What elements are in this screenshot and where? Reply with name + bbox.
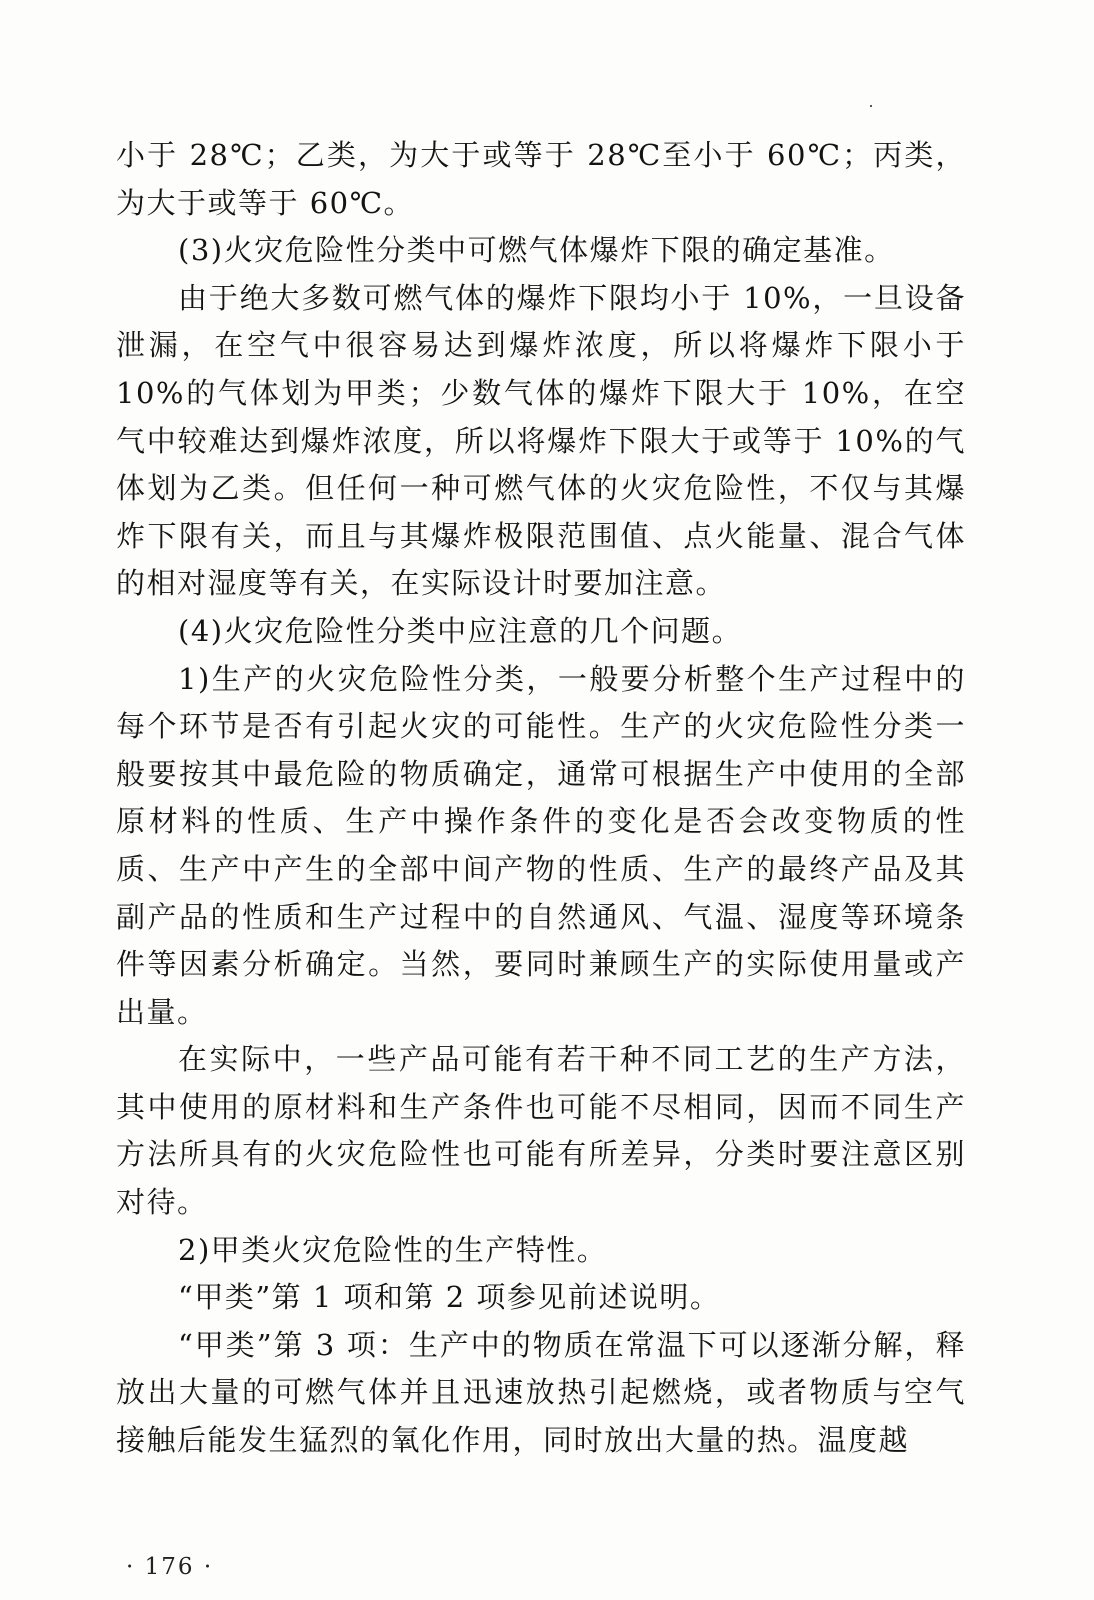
paragraph-9: “甲类”第 3 项：生产中的物质在常温下可以逐渐分解，释放出大量的可燃气体并且迅速放热引起燃烧，或者物质与空气接触后能发生猛烈的氧化作用，同时放出大量的热。温度越 bbox=[116, 1327, 966, 1458]
paragraph-7: 2)甲类火灾危险性的生产特性。 bbox=[178, 1232, 608, 1267]
paragraph-5: 1)生产的火灾危险性分类，一般要分析整个生产过程中的每个环节是否有引起火灾的可能性。生产的火灾危险性分类一般要按其中最危险的物质确定，通常可根据生产中使用的全部原材料的性质、生产中操作条件的变化是否会改变物质的性质、生产中产生的全部中间产物的性质、生产的最终产品及其副产品的性质和生产过程中的自然通风、气温、湿度等环境条件等因素分析确定。当然，要同时兼顾生产的实际使用量或产出量。 bbox=[116, 661, 966, 1029]
paragraph-1: 小于 28℃；乙类，为大于或等于 28℃至小于 60℃；丙类，为大于或等于 60℃。 bbox=[116, 138, 966, 220]
page-body bbox=[116, 132, 966, 1465]
paragraph-3: 由于绝大多数可燃气体的爆炸下限均小于 10%，一旦设备泄漏，在空气中很容易达到爆炸浓度，所以将爆炸下限小于 10%的气体划为甲类；少数气体的爆炸下限大于 10%，在空气中较难达到爆炸浓度，所以将爆炸下限大于或等于 10%的气体划为乙类。但任何一种可燃气体的火灾危险性，不仅与其爆炸下限有关，而且与其爆炸极限范围值、点火能量、混合气体的相对湿度等有关，在实际设计时要加注意。 bbox=[116, 280, 966, 601]
scan-speck bbox=[870, 105, 872, 107]
paragraph-6: 在实际中，一些产品可能有若干种不同工艺的生产方法，其中使用的原材料和生产条件也可能不尽相同，因而不同生产方法所具有的火灾危险性也可能有所差异，分类时要注意区别对待。 bbox=[116, 1042, 966, 1220]
paragraph-8: “甲类”第 1 项和第 2 项参见前述说明。 bbox=[178, 1280, 721, 1315]
page-number: · 176 · bbox=[126, 1554, 214, 1580]
paragraph-2: (3)火灾危险性分类中可燃气体爆炸下限的确定基准。 bbox=[178, 233, 895, 268]
paragraph-4: (4)火灾危险性分类中应注意的几个问题。 bbox=[178, 613, 743, 648]
